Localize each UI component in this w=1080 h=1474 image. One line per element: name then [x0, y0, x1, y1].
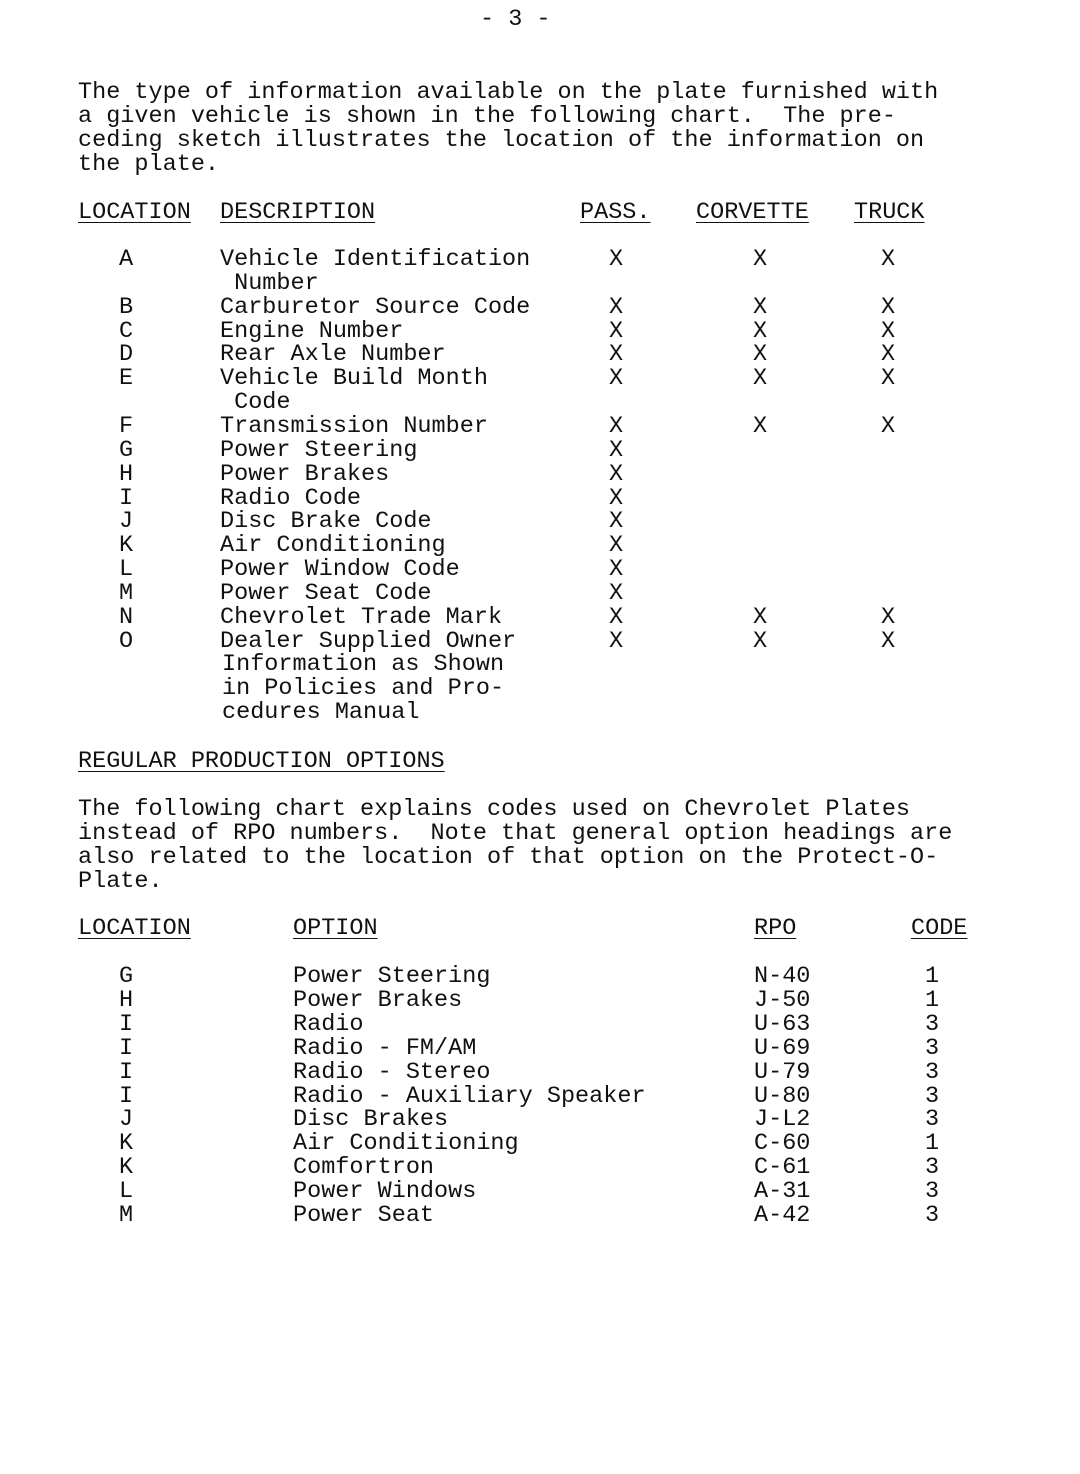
- intro-paragraph-line: The type of information available on the plate furnished with: [78, 79, 939, 106]
- table1-truck-mark: X: [880, 603, 896, 631]
- table1-location: L: [118, 556, 134, 584]
- table1-truck-mark: X: [880, 365, 896, 393]
- table1-corvette-mark: X: [752, 341, 768, 369]
- table1-description-line: in Policies and Pro-: [222, 675, 505, 703]
- table2-location: H: [118, 986, 134, 1014]
- table2-rpo: U-69: [754, 1034, 811, 1062]
- table1-location: D: [118, 341, 134, 369]
- table1-pass-mark: X: [608, 627, 624, 655]
- table1-header-pass: PASS.: [580, 199, 651, 226]
- table2-location: L: [118, 1178, 134, 1206]
- table2-header-location: LOCATION: [78, 915, 191, 942]
- table1-corvette-mark: X: [752, 412, 768, 440]
- rpo-paragraph-line: also related to the location of that option on the Protect-O-: [78, 843, 939, 871]
- table1-location: G: [118, 436, 134, 464]
- table1-description-line: Chevrolet Trade Mark: [220, 603, 503, 631]
- table2-rpo: C-61: [754, 1154, 811, 1182]
- table2-location: G: [118, 963, 134, 990]
- table1-description-line: Power Steering: [220, 436, 418, 464]
- table1-header-corvette: CORVETTE: [696, 199, 809, 226]
- table1-corvette-mark: X: [752, 317, 768, 345]
- table1-description-line: Code: [220, 389, 291, 417]
- table2-code: 3: [924, 1106, 940, 1134]
- table1-truck-mark: X: [880, 246, 896, 273]
- table1-location: A: [118, 246, 134, 273]
- table2-rpo: J-50: [754, 986, 811, 1014]
- table2-code: 3: [924, 1082, 940, 1110]
- table2-code: 3: [924, 1058, 940, 1086]
- page-number: - 3 -: [480, 6, 551, 33]
- table1-description-line: Radio Code: [220, 484, 362, 512]
- table2-rpo: C-60: [754, 1130, 811, 1158]
- table2-code: 3: [924, 1202, 940, 1229]
- table2-rpo: N-40: [754, 963, 811, 990]
- rpo-paragraph-line: instead of RPO numbers. Note that general option headings are: [78, 819, 953, 847]
- table1-pass-mark: X: [608, 508, 624, 536]
- table2-code: 1: [924, 986, 940, 1014]
- table2-location: K: [118, 1154, 134, 1182]
- table1-pass-mark: X: [608, 603, 624, 631]
- table1-description-line: Carburetor Source Code: [220, 293, 531, 321]
- table1-corvette-mark: X: [752, 603, 768, 631]
- table1-pass-mark: X: [608, 341, 624, 369]
- table1-description-line: Number: [220, 269, 319, 297]
- intro-paragraph-line: ceding sketch illustrates the location of the information on: [78, 126, 925, 154]
- table1-pass-mark: X: [608, 317, 624, 345]
- rpo-paragraph-line: Plate.: [78, 867, 163, 895]
- table1-description-line: Transmission Number: [220, 412, 488, 440]
- table1-truck-mark: X: [880, 627, 896, 655]
- table1-pass-mark: X: [608, 460, 624, 488]
- table1-truck-mark: X: [880, 317, 896, 345]
- table1-header-truck: TRUCK: [854, 199, 925, 226]
- table2-option: Radio - Stereo: [293, 1058, 491, 1086]
- table2-location: I: [118, 1082, 134, 1110]
- table2-option: Power Windows: [293, 1178, 477, 1206]
- table2-rpo: U-80: [754, 1082, 811, 1110]
- table2-rpo: J-L2: [754, 1106, 811, 1134]
- table1-pass-mark: X: [608, 293, 624, 321]
- table2-code: 3: [924, 1178, 940, 1206]
- table1-truck-mark: X: [880, 412, 896, 440]
- table1-corvette-mark: X: [752, 627, 768, 655]
- table1-description-line: Power Seat Code: [220, 579, 432, 607]
- table1-description-line: Rear Axle Number: [220, 341, 446, 369]
- table1-corvette-mark: X: [752, 365, 768, 393]
- table2-code: 1: [924, 963, 940, 990]
- table2-location: J: [118, 1106, 134, 1134]
- table1-pass-mark: X: [608, 436, 624, 464]
- table2-rpo: U-79: [754, 1058, 811, 1086]
- table1-corvette-mark: X: [752, 246, 768, 273]
- rpo-heading: REGULAR PRODUCTION OPTIONS: [78, 748, 445, 775]
- table2-option: Air Conditioning: [293, 1130, 519, 1158]
- table2-option: Radio: [293, 1010, 364, 1038]
- intro-paragraph-line: a given vehicle is shown in the following chart. The pre-: [78, 102, 896, 130]
- table2-location: I: [118, 1034, 134, 1062]
- table2-option: Disc Brakes: [293, 1106, 449, 1134]
- table2-option: Radio - Auxiliary Speaker: [293, 1082, 646, 1110]
- table1-description-line: Information as Shown: [222, 651, 505, 679]
- table2-header-option: OPTION: [293, 915, 378, 942]
- table1-location: I: [118, 484, 134, 512]
- table1-pass-mark: X: [608, 246, 624, 273]
- table2-location: I: [118, 1058, 134, 1086]
- table2-rpo: U-63: [754, 1010, 811, 1038]
- table1-location: E: [118, 365, 134, 393]
- table1-location: N: [118, 603, 134, 631]
- table1-description-line: Dealer Supplied Owner: [220, 627, 517, 655]
- table1-description-line: Power Window Code: [220, 556, 460, 584]
- table2-code: 3: [924, 1034, 940, 1062]
- table2-code: 1: [924, 1130, 940, 1158]
- table2-location: M: [118, 1202, 134, 1229]
- table1-pass-mark: X: [608, 556, 624, 584]
- table2-location: K: [118, 1130, 134, 1158]
- table1-description-line: Air Conditioning: [220, 532, 446, 560]
- table1-header-location: LOCATION: [78, 199, 191, 226]
- table2-option: Radio - FM/AM: [293, 1034, 477, 1062]
- table1-description-line: Power Brakes: [220, 460, 390, 488]
- table1-description-line: cedures Manual: [222, 699, 420, 727]
- table1-truck-mark: X: [880, 293, 896, 321]
- table1-location: M: [118, 579, 134, 607]
- table1-pass-mark: X: [608, 365, 624, 393]
- table1-pass-mark: X: [608, 532, 624, 560]
- intro-paragraph-line: the plate.: [78, 150, 220, 178]
- table2-code: 3: [924, 1154, 940, 1182]
- table1-description-line: Vehicle Build Month: [220, 365, 488, 393]
- table1-location: C: [118, 317, 134, 345]
- table2-option: Power Seat: [293, 1202, 435, 1229]
- table2-option: Power Brakes: [293, 986, 463, 1014]
- table1-description-line: Engine Number: [220, 317, 404, 345]
- table1-description-line: Vehicle Identification: [220, 246, 531, 273]
- table1-description-line: Disc Brake Code: [220, 508, 432, 536]
- table1-location: K: [118, 532, 134, 560]
- table2-rpo: A-42: [754, 1202, 811, 1229]
- table1-location: J: [118, 508, 134, 536]
- table1-pass-mark: X: [608, 412, 624, 440]
- table2-rpo: A-31: [754, 1178, 811, 1206]
- table2-header-code: CODE: [911, 915, 968, 942]
- table1-location: F: [118, 412, 134, 440]
- table1-pass-mark: X: [608, 484, 624, 512]
- rpo-paragraph-line: The following chart explains codes used on Chevrolet Plates: [78, 796, 911, 823]
- table1-corvette-mark: X: [752, 293, 768, 321]
- table2-code: 3: [924, 1010, 940, 1038]
- table2-option: Comfortron: [293, 1154, 435, 1182]
- table2-option: Power Steering: [293, 963, 491, 990]
- table1-truck-mark: X: [880, 341, 896, 369]
- table2-location: I: [118, 1010, 134, 1038]
- table1-header-description: DESCRIPTION: [220, 199, 376, 226]
- table1-location: B: [118, 293, 134, 321]
- table1-location: H: [118, 460, 134, 488]
- table1-pass-mark: X: [608, 579, 624, 607]
- table2-header-rpo: RPO: [754, 915, 797, 942]
- table1-location: O: [118, 627, 134, 655]
